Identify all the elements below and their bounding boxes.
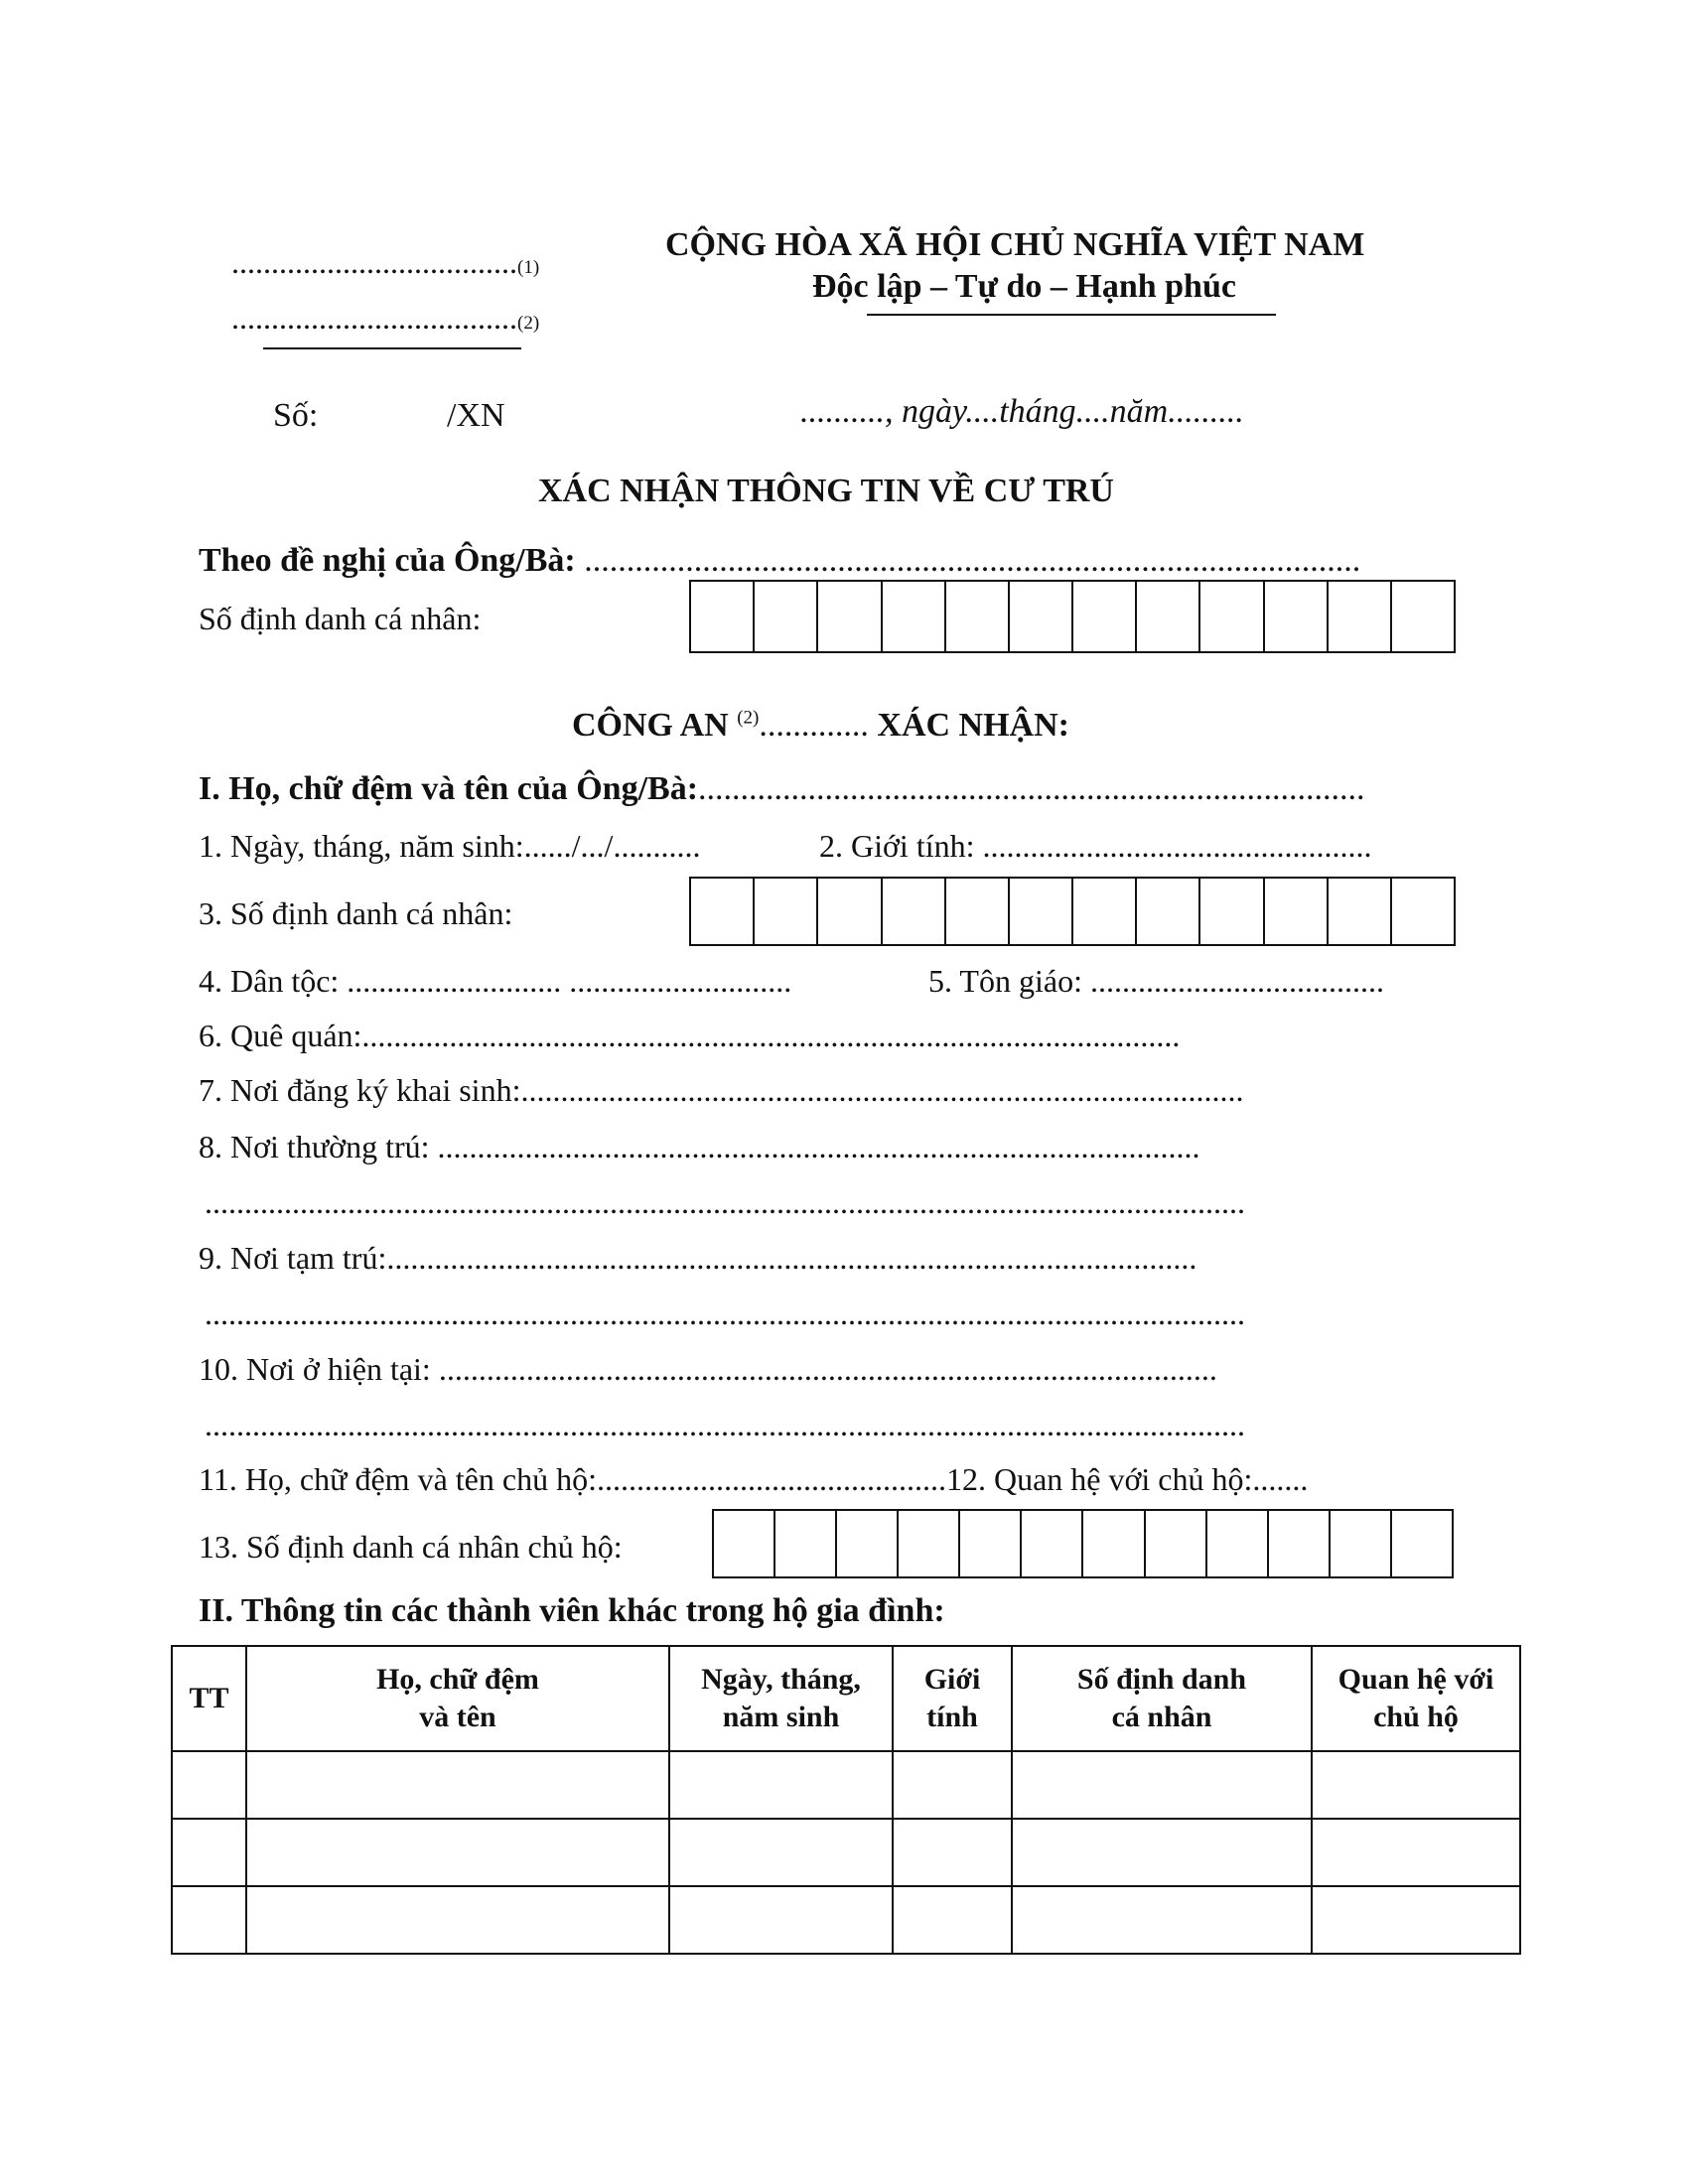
digit-box[interactable] — [946, 879, 1010, 944]
field-hometown: 6. Quê quán:....................................................................................................... — [199, 1018, 1181, 1053]
section-1-heading-dots: ............................................................................... — [698, 770, 1365, 807]
digit-box[interactable] — [883, 879, 946, 944]
police-dots: ............. — [759, 707, 869, 744]
digit-box[interactable] — [1083, 1511, 1145, 1576]
police-confirm-heading — [572, 707, 1069, 745]
field-permanent-residence: 8. Nơi thường trú: ................................................................................................ — [199, 1129, 1200, 1164]
table-cell[interactable] — [1312, 1886, 1520, 1954]
field-household-head: 11. Họ, chữ đệm và tên chủ hộ:............................................12. Quan hệ với chủ hộ:....... — [199, 1461, 1309, 1497]
digit-box[interactable] — [1146, 1511, 1207, 1576]
col-header-dob-line1: Ngày, tháng, — [701, 1663, 861, 1696]
table-cell[interactable] — [246, 1886, 669, 1954]
digit-box[interactable] — [1392, 582, 1454, 651]
digit-box[interactable] — [818, 879, 882, 944]
col-header-relationship — [1312, 1646, 1520, 1751]
col-header-dob-line2: năm sinh — [722, 1701, 840, 1733]
document-number-suffix: /XN — [447, 397, 505, 434]
col-header-full-name-line2: và tên — [419, 1701, 496, 1733]
agency-line-2-dots: .................................... — [231, 300, 517, 336]
field-gender: 2. Giới tính: ................................................. — [819, 828, 1372, 864]
request-label: Theo đề nghị của Ông/Bà: — [199, 542, 576, 579]
field-current-residence-cont: ................................................................................................................................... — [205, 1407, 1245, 1442]
agency-line-1-dots: .................................... — [231, 244, 517, 280]
col-header-gender — [893, 1646, 1012, 1751]
digit-box[interactable] — [1010, 879, 1073, 944]
digit-box[interactable] — [1269, 1511, 1331, 1576]
agency-line-2 — [231, 300, 539, 337]
digit-box[interactable] — [691, 582, 755, 651]
date-line: .........., ngày....tháng....năm......... — [800, 393, 1244, 430]
digit-box[interactable] — [1073, 582, 1137, 651]
table-row — [172, 1886, 1520, 1954]
table-cell[interactable] — [1012, 1886, 1312, 1954]
personal-id-boxes[interactable] — [689, 877, 1456, 946]
request-dots: ............................................................................................ — [584, 542, 1361, 579]
police-label: CÔNG AN — [572, 707, 729, 744]
table-cell[interactable] — [1012, 1751, 1312, 1819]
table-cell[interactable] — [1312, 1751, 1520, 1819]
col-header-tt-label: TT — [189, 1682, 229, 1714]
agency-line-1-ref: (1) — [517, 257, 540, 278]
col-header-personal-id — [1012, 1646, 1312, 1751]
digit-box[interactable] — [1073, 879, 1137, 944]
col-header-gender-line2: tính — [926, 1701, 978, 1733]
household-head-id-boxes[interactable] — [712, 1509, 1454, 1578]
national-motto: Độc lập – Tự do – Hạnh phúc — [812, 268, 1236, 305]
digit-box[interactable] — [691, 879, 755, 944]
field-personal-id-label: 3. Số định danh cá nhân: — [199, 895, 513, 931]
police-confirm: XÁC NHẬN: — [877, 707, 1069, 744]
col-header-gender-line1: Giới — [923, 1663, 981, 1696]
digit-box[interactable] — [1265, 879, 1329, 944]
digit-box[interactable] — [1207, 1511, 1269, 1576]
table-cell[interactable] — [172, 1819, 246, 1886]
table-cell[interactable] — [893, 1751, 1012, 1819]
request-id-label: Số định danh cá nhân: — [199, 601, 482, 636]
police-ref: (2) — [737, 707, 760, 729]
document-title: XÁC NHẬN THÔNG TIN VỀ CƯ TRÚ — [538, 473, 1114, 509]
col-header-full-name — [246, 1646, 669, 1751]
field-ethnicity: 4. Dân tộc: ........................... ............................ — [199, 963, 792, 999]
country-name: CỘNG HÒA XÃ HỘI CHỦ NGHĨA VIỆT NAM — [665, 226, 1365, 263]
household-members-table — [171, 1645, 1521, 1955]
agency-line-1 — [231, 244, 539, 281]
digit-box[interactable] — [1331, 1511, 1392, 1576]
section-2-heading: II. Thông tin các thành viên khác trong hộ gia đình: — [199, 1592, 945, 1629]
digit-box[interactable] — [1010, 582, 1073, 651]
digit-box[interactable] — [1265, 582, 1329, 651]
table-row — [172, 1751, 1520, 1819]
digit-box[interactable] — [1022, 1511, 1083, 1576]
col-header-rel-line2: chủ hộ — [1373, 1701, 1459, 1733]
digit-box[interactable] — [946, 582, 1010, 651]
field-current-residence: 10. Nơi ở hiện tại: .................................................................................................. — [199, 1351, 1217, 1387]
field-date-of-birth: 1. Ngày, tháng, năm sinh:....../.../........... — [199, 828, 701, 864]
digit-box[interactable] — [899, 1511, 960, 1576]
digit-box[interactable] — [1392, 1511, 1452, 1576]
table-cell[interactable] — [1012, 1819, 1312, 1886]
digit-box[interactable] — [1392, 879, 1454, 944]
digit-box[interactable] — [1200, 582, 1264, 651]
request-id-boxes[interactable] — [689, 580, 1456, 653]
digit-box[interactable] — [775, 1511, 837, 1576]
field-religion: 5. Tôn giáo: ..................................... — [928, 963, 1384, 999]
table-row — [172, 1819, 1520, 1886]
table-cell[interactable] — [893, 1819, 1012, 1886]
digit-box[interactable] — [837, 1511, 899, 1576]
agency-underline — [263, 347, 521, 349]
digit-box[interactable] — [883, 582, 946, 651]
col-header-id-line1: Số định danh — [1076, 1663, 1247, 1696]
table-cell[interactable] — [669, 1886, 893, 1954]
digit-box[interactable] — [1137, 879, 1200, 944]
field-permanent-residence-cont: ................................................................................................................................... — [205, 1184, 1245, 1220]
table-cell[interactable] — [893, 1886, 1012, 1954]
motto-underline — [867, 314, 1276, 316]
table-cell[interactable] — [1312, 1819, 1520, 1886]
digit-box[interactable] — [755, 582, 818, 651]
col-header-full-name-line1: Họ, chữ đệm — [376, 1663, 539, 1696]
digit-box[interactable] — [960, 1511, 1022, 1576]
digit-box[interactable] — [818, 582, 882, 651]
agency-line-2-ref: (2) — [517, 313, 540, 334]
table-cell[interactable] — [172, 1751, 246, 1819]
table-cell[interactable] — [246, 1819, 669, 1886]
table-cell[interactable] — [246, 1751, 669, 1819]
col-header-tt — [172, 1646, 246, 1751]
table-cell[interactable] — [669, 1751, 893, 1819]
col-header-date-of-birth — [669, 1646, 893, 1751]
table-cell[interactable] — [669, 1819, 893, 1886]
section-1-heading-label: I. Họ, chữ đệm và tên của Ông/Bà: — [199, 770, 699, 807]
field-temporary-residence: 9. Nơi tạm trú:...................................................................................................... — [199, 1240, 1197, 1276]
digit-box[interactable] — [755, 879, 818, 944]
field-temporary-residence-cont: ................................................................................................................................... — [205, 1296, 1245, 1331]
digit-box[interactable] — [1200, 879, 1264, 944]
digit-box[interactable] — [1329, 582, 1392, 651]
field-birth-registration-place: 7. Nơi đăng ký khai sinh:........................................................................................... — [199, 1072, 1244, 1108]
col-header-id-line2: cá nhân — [1111, 1701, 1212, 1733]
table-cell[interactable] — [172, 1886, 246, 1954]
digit-box[interactable] — [1137, 582, 1200, 651]
field-household-head-id-label: 13. Số định danh cá nhân chủ hộ: — [199, 1529, 623, 1565]
section-1-heading — [199, 770, 1365, 808]
table-header-row — [172, 1646, 1520, 1751]
digit-box[interactable] — [1329, 879, 1392, 944]
document-number-label: Số: — [273, 397, 319, 434]
request-line — [199, 542, 1360, 580]
digit-box[interactable] — [714, 1511, 775, 1576]
col-header-rel-line1: Quan hệ với — [1337, 1663, 1494, 1696]
